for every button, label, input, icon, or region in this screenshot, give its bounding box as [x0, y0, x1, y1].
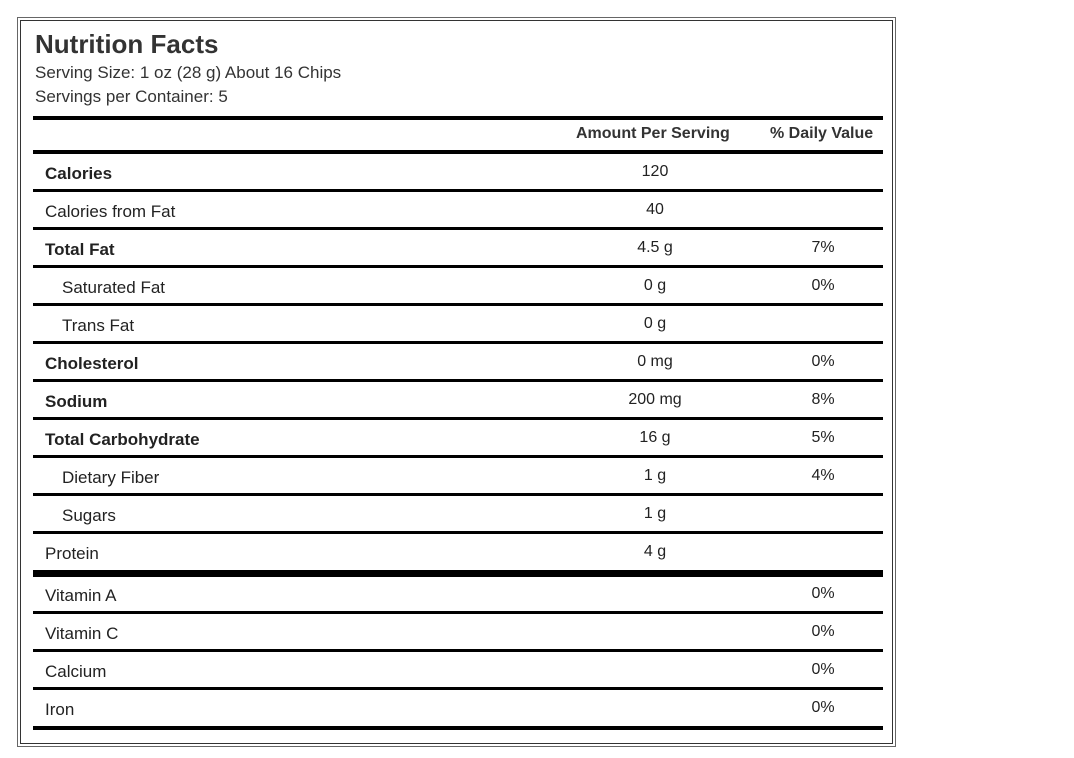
nutrient-amount: 0 mg [637, 353, 673, 370]
servings-per-container: Servings per Container: 5 [35, 87, 228, 106]
vitamin-daily-value: 0% [811, 623, 835, 640]
vitamin-daily-value: 0% [811, 585, 835, 602]
nutrient-amount: 1 g [643, 467, 667, 484]
nutrient-amount: 4 g [643, 543, 667, 560]
nutrient-name: Total Fat [45, 240, 115, 259]
nutrient-daily-value: 8% [811, 391, 835, 408]
nutrient-name: Total Carbohydrate [45, 430, 200, 449]
nutrient-name: Calories from Fat [45, 202, 176, 221]
serving-size: Serving Size: 1 oz (28 g) About 16 Chips [35, 63, 342, 82]
nutrient-name: Dietary Fiber [62, 468, 160, 487]
nutrient-row-dietary-fiber [33, 458, 883, 496]
nutrient-amount: 0 g [643, 315, 667, 332]
nutrient-daily-value: 7% [811, 239, 835, 256]
nutrient-amount: 120 [641, 163, 669, 180]
nutrient-name: Saturated Fat [62, 278, 166, 297]
vitamin-name: Calcium [45, 662, 107, 681]
nutrient-daily-value: 0% [811, 277, 835, 294]
nutrient-row-protein [33, 534, 883, 572]
vitamin-row-iron [33, 690, 883, 728]
nutrient-amount: 16 g [639, 429, 671, 446]
nutrient-name: Cholesterol [45, 354, 139, 373]
nutrient-amount: 40 [646, 201, 664, 218]
nutrient-amount: 1 g [643, 505, 667, 522]
nutrient-daily-value: 4% [811, 467, 835, 484]
vitamin-row-vitamin-c [33, 614, 883, 652]
nutrient-name: Protein [45, 544, 99, 563]
vitamin-row-vitamin-a [33, 576, 883, 614]
vitamin-daily-value: 0% [811, 661, 835, 678]
nutrient-row-trans-fat [33, 306, 883, 344]
nutrient-amount: 200 mg [628, 391, 682, 408]
nutrient-row-sodium [33, 382, 883, 420]
nutrient-amount: 4.5 g [637, 239, 673, 256]
nutrient-row-total-fat [33, 230, 883, 268]
vitamin-daily-value: 0% [811, 699, 835, 716]
nutrient-name: Calories [45, 164, 113, 183]
nutrient-row-calories-from-fat [33, 192, 883, 230]
nutrient-name: Sodium [45, 392, 108, 411]
nutrient-row-saturated-fat [33, 268, 883, 306]
vitamin-name: Vitamin C [45, 624, 119, 643]
label-title: Nutrition Facts [35, 29, 219, 59]
vitamin-name: Iron [45, 700, 75, 719]
nutrient-name: Sugars [62, 506, 116, 525]
vitamin-row-calcium [33, 652, 883, 690]
nutrient-row-calories [33, 154, 883, 192]
nutrient-row-sugars [33, 496, 883, 534]
vitamin-name: Vitamin A [45, 586, 117, 605]
amount-per-serving-header: Amount Per Serving [576, 125, 730, 142]
nutrient-daily-value: 0% [811, 353, 835, 370]
nutrient-daily-value: 5% [811, 429, 835, 446]
nutrient-name: Trans Fat [62, 316, 135, 335]
nutrient-row-cholesterol [33, 344, 883, 382]
nutrient-amount: 0 g [643, 277, 667, 294]
bottom-divider [33, 726, 883, 730]
nutrient-row-total-carbohydrate [33, 420, 883, 458]
thick-divider [33, 116, 883, 120]
daily-value-header: % Daily Value [770, 125, 874, 142]
